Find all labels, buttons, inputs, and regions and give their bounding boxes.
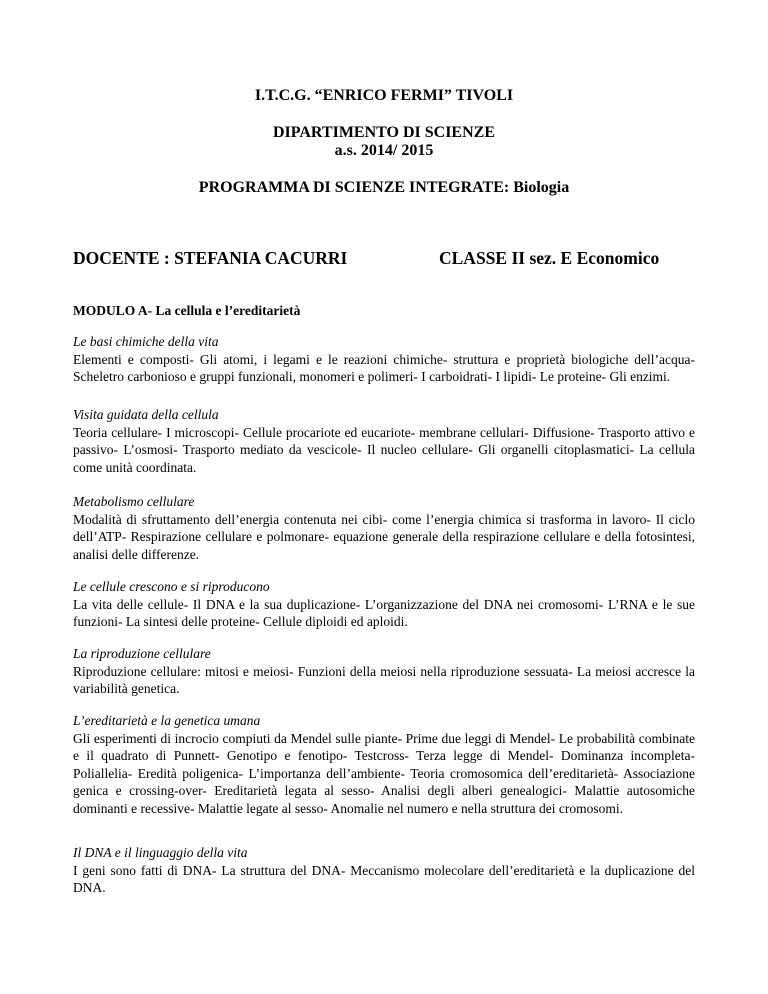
section-body: Riproduzione cellulare: mitosi e meiosi- Funzioni della meiosi nella riproduzione sessuata- La meiosi accresce la variabilità genetica. bbox=[73, 663, 695, 696]
program-title: PROGRAMMA DI SCIENZE INTEGRATE: Biologia bbox=[198, 179, 570, 196]
section-title: Metabolismo cellulare bbox=[73, 494, 195, 509]
section-title: Le basi chimiche della vita bbox=[73, 334, 219, 349]
section-body: Gli esperimenti di incrocio compiuti da Mendel sulle piante- Prime due leggi di Mendel- Le probabilità combinate e il quadrato di Punnett- Genotipo e fenotipo- Testcross- Terza legge di Mendel- Dominanza incompleta- Poliallelia- Eredità poligenica- L’importanza dell’ambiente- Teoria cromosomica dell’ereditarietà- Associazione genica e crossing-over- Ereditarietà legata al sesso- Analisi degli alberi genealogici- Malattie autosomiche dominanti e recessive- Malattie legate al sesso- Anomalie nel numero e nella struttura dei cromosomi. bbox=[73, 730, 695, 816]
class-info: CLASSE II sez. E Economico bbox=[439, 248, 660, 268]
section-ereditarieta-genetica bbox=[73, 712, 695, 817]
section-basi-chimiche bbox=[73, 333, 695, 386]
teacher-class-row bbox=[73, 247, 693, 269]
section-body: I geni sono fatti di DNA- La struttura del DNA- Meccanismo molecolare dell’ereditarietà e la duplicazione del DNA. bbox=[73, 862, 695, 895]
section-body: Teoria cellulare- I microscopi- Cellule procariote ed eucariote- membrane cellulari- Diffusione- Trasporto attivo e passivo- L’osmosi- Trasporto mediato da vescicole- Il nucleo cellulare- Gli organelli citoplasmatici- La cellula come unità coordinata. bbox=[73, 424, 695, 475]
section-title: Il DNA e il linguaggio della vita bbox=[73, 845, 248, 860]
section-title: L’ereditarietà e la genetica umana bbox=[73, 713, 261, 728]
section-body: La vita delle cellule- Il DNA e la sua duplicazione- L’organizzazione del DNA nei cromosomi- L’RNA e le sue funzioni- La sintesi delle proteine- Cellule diploidi ed aploidi. bbox=[73, 596, 695, 629]
section-dna-linguaggio bbox=[73, 844, 695, 897]
section-riproduzione-cellulare bbox=[73, 645, 695, 698]
section-crescita-riproduzione bbox=[73, 578, 695, 631]
teacher-name: DOCENTE : STEFANIA CACURRI bbox=[73, 248, 348, 268]
school-year: a.s. 2014/ 2015 bbox=[334, 142, 434, 159]
section-visita-cellula bbox=[73, 406, 695, 476]
department-title: DIPARTIMENTO DI SCIENZE bbox=[273, 124, 495, 141]
module-title: MODULO A- La cellula e l’ereditarietà bbox=[73, 303, 301, 318]
section-title: Visita guidata della cellula bbox=[73, 407, 219, 422]
section-metabolismo bbox=[73, 493, 695, 563]
section-title: La riproduzione cellulare bbox=[73, 646, 211, 661]
section-body: Elementi e composti- Gli atomi, i legami e le reazioni chimiche- struttura e proprietà biologiche dell’acqua- Scheletro carbonioso e gruppi funzionali, monomeri e polimeri- I carboidrati- I lipidi- Le proteine- Gli enzimi. bbox=[73, 351, 695, 384]
section-title: Le cellule crescono e si riproducono bbox=[73, 579, 270, 594]
section-body: Modalità di sfruttamento dell’energia contenuta nei cibi- come l’energia chimica si trasforma in lavoro- Il ciclo dell’ATP- Respirazione cellulare e polmonare- equazione generale della respirazione cellulare e della fotosintesi, analisi delle differenze. bbox=[73, 511, 695, 562]
school-name: I.T.C.G. “ENRICO FERMI” TIVOLI bbox=[254, 87, 514, 104]
